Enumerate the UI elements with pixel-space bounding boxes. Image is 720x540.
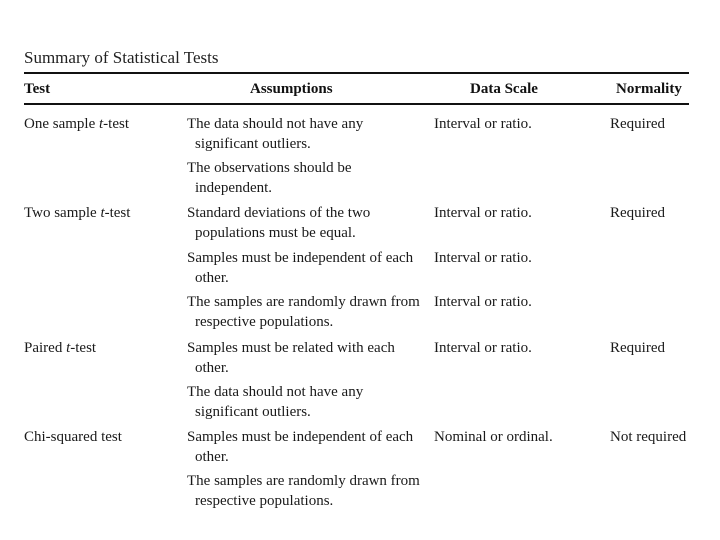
row-test-name: Chi-squared test	[24, 429, 122, 445]
data-scale-value: Interval or ratio.	[434, 250, 532, 266]
assumption-item: The samples are randomly drawn from respective populations.	[187, 294, 420, 330]
normality-value: Required	[610, 205, 665, 221]
data-scale-value: Nominal or ordinal.	[434, 429, 553, 445]
row-test-name: One sample t-test	[24, 116, 129, 132]
assumption-item: Standard deviations of the two populations must be equal.	[187, 205, 371, 241]
header-assumptions: Assumptions	[250, 81, 333, 97]
table-top-rule	[24, 72, 689, 74]
assumption-item: The samples are randomly drawn from respective populations.	[187, 473, 420, 509]
header-test: Test	[24, 81, 51, 97]
row-test-name: Paired t-test	[24, 340, 97, 356]
assumption-item: Samples must be independent of each other.	[187, 429, 414, 465]
assumption-item: The data should not have any significant outliers.	[187, 116, 364, 152]
data-scale-value: Interval or ratio.	[434, 340, 532, 356]
data-scale-value: Interval or ratio.	[434, 205, 532, 221]
normality-value: Not required	[610, 429, 687, 445]
table-caption: Summary of Statistical Tests	[24, 48, 219, 67]
data-scale-value: Interval or ratio.	[434, 116, 532, 132]
assumption-item: The observations should be independent.	[187, 160, 352, 196]
table-header-rule	[24, 103, 689, 105]
assumption-item: Samples must be related with each other.	[187, 340, 395, 376]
header-data-scale: Data Scale	[470, 81, 538, 97]
assumption-item: The data should not have any significant outliers.	[187, 384, 364, 420]
assumption-item: Samples must be independent of each other.	[187, 250, 414, 286]
normality-value: Required	[610, 340, 665, 356]
row-test-name: Two sample t-test	[24, 205, 131, 221]
normality-value: Required	[610, 116, 665, 132]
data-scale-value: Interval or ratio.	[434, 294, 532, 310]
header-normality: Normality	[616, 81, 682, 97]
